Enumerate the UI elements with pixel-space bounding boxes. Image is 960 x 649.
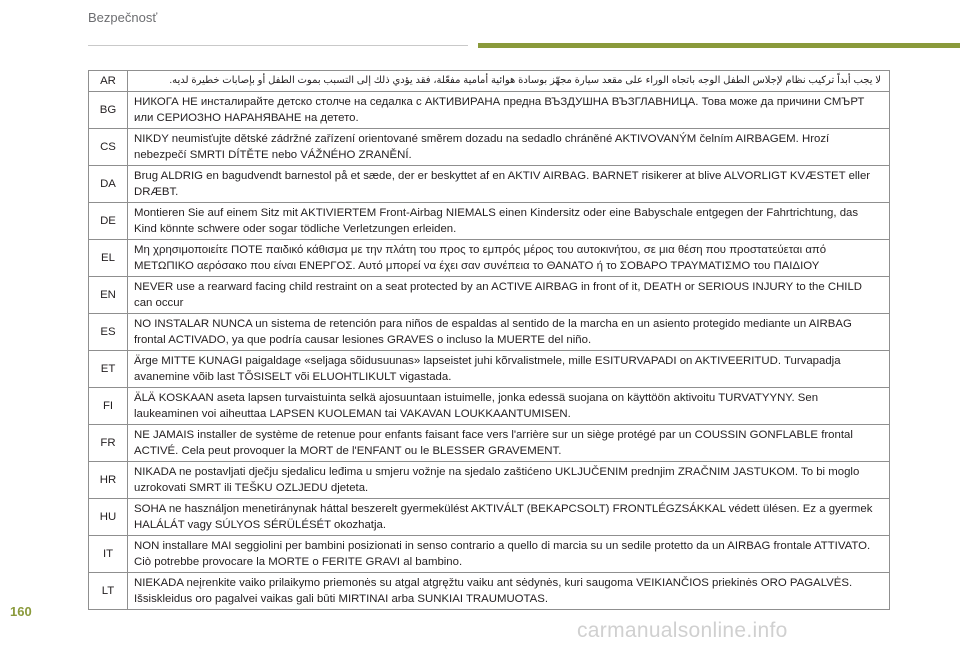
section-title: Bezpečnosť [88,10,158,25]
warning-text: ÄLÄ KOSKAAN aseta lapsen turvaistuinta selkä ajosuuntaan istuimelle, jonka edessä suojana on käyttöön aktivoitu TURVATYYNY. Sen laukeaminen voi aiheuttaa LAPSEN KUOLEMAN tai VAKAVAN LOUKKAANTUMISEN. [128,388,890,425]
warning-text: Μη χρησιμοποιείτε ΠΟΤΕ παιδικό κάθισμα με την πλάτη του προς το εμπρός μέρος του αυτοκινήτου, σε μια θέση που προστατεύεται από ΜΕΤΩΠΙΚΟ αερόσακο που είναι ΕΝΕΡΓΟΣ. Αυτό μπορεί να έχει σαν συνέπεια το ΘΑΝΑΤΟ ή το ΣΟΒΑΡΟ ΤΡΑΥΜΑΤΙΣΜΟ του ΠΑΙΔΙΟΥ [128,240,890,277]
language-code: DE [89,203,128,240]
table-row [89,388,890,425]
warning-text: لا يجب أبداً تركيب نظام لإجلاس الطفل الوجه باتجاه الوراء على مقعد سيارة مجهّز بوسادة هوائية أمامية مفعّلة، فقد يؤدي ذلك إلى التسبب بموت الطفل أو بإصابات خطيرة لديه. [128,71,890,92]
language-code: AR [89,71,128,92]
page-number: 160 [10,604,32,619]
table-row [89,129,890,166]
warning-text: НИКОГА НЕ инсталирайте детско столче на седалка с АКТИВИРАНА предна ВЪЗДУШНА ВЪЗГЛАВНИЦА. Това може да причини СМЪРТ или СЕРИОЗНО НАРАНЯВАНЕ на детето. [128,92,890,129]
table-row [89,203,890,240]
table-row [89,92,890,129]
table-row [89,166,890,203]
warning-text: NIEKADA neįrenkite vaiko prilaikymo priemonės su atgal atgręžtu vaiku ant sėdynės, kuri saugoma VEIKIANČIOS priekinės ORO PAGALVĖS. Išsiskleidus oro pagalvei vaikas gali būti MIRTINAI arba SUNKIAI TRAUMUOTAS. [128,573,890,610]
warning-text: NIKDY neumisťujte dětské zádržné zařízení orientované směrem dozadu na sedadlo chráněné AKTIVOVANÝM čelním AIRBAGEM. Hrozí nebezpečí SMRTI DÍTĚTE nebo VÁŽNÉHO ZRANĚNÍ. [128,129,890,166]
table-row [89,573,890,610]
warning-text: NIKADA ne postavljati dječju sjedalicu leđima u smjeru vožnje na sjedalo zaštićeno UKLJUČENIM prednjim ZRAČNIM JASTUKOM. To bi moglo uzrokovati SMRT ili TEŠKU OZLJEDU djeteta. [128,462,890,499]
table-row [89,499,890,536]
language-code: EL [89,240,128,277]
table-row [89,240,890,277]
table-row [89,277,890,314]
language-code: ES [89,314,128,351]
header-accent-bar [478,43,960,48]
warning-text: NEVER use a rearward facing child restraint on a seat protected by an ACTIVE AIRBAG in front of it, DEATH or SERIOUS INJURY to the CHILD can occur [128,277,890,314]
warning-text: NON installare MAI seggiolini per bambini posizionati in senso contrario a quello di marcia su un sedile protetto da un AIRBAG frontale ATTIVATO. Ciò potrebbe provocare la MORTE o FERITE GRAVI al bambino. [128,536,890,573]
warning-text: SOHA ne használjon menetiránynak háttal beszerelt gyermekülést AKTIVÁLT (BEKAPCSOLT) FRONTLÉGZSÁKKAL védett ülésen. Ez a gyermek HALÁLÁT vagy SÚLYOS SÉRÜLÉSÉT okozhatja. [128,499,890,536]
language-code: IT [89,536,128,573]
table-row [89,425,890,462]
warning-text: Montieren Sie auf einem Sitz mit AKTIVIERTEM Front-Airbag NIEMALS einen Kindersitz oder eine Babyschale entgegen der Fahrtrichtung, das Kind könnte schwere oder sogar tödliche Verletzungen erleiden. [128,203,890,240]
table-row [89,462,890,499]
language-code: HU [89,499,128,536]
language-code: BG [89,92,128,129]
header-divider [88,45,468,46]
watermark: carmanualsonline.info [577,619,788,642]
language-code: ET [89,351,128,388]
language-code: FI [89,388,128,425]
table-row [89,536,890,573]
language-code: CS [89,129,128,166]
table-row [89,71,890,92]
warning-text: Brug ALDRIG en bagudvendt barnestol på et sæde, der er beskyttet af en AKTIV AIRBAG. BARNET risikerer at blive ALVORLIGT KVÆSTET eller DRÆBT. [128,166,890,203]
language-code: HR [89,462,128,499]
language-code: FR [89,425,128,462]
language-code: LT [89,573,128,610]
warning-text: NO INSTALAR NUNCA un sistema de retención para niños de espaldas al sentido de la marcha en un asiento protegido mediante un AIRBAG frontal ACTIVADO, ya que podría causar lesiones GRAVES o incluso la MUERTE del niño. [128,314,890,351]
language-code: EN [89,277,128,314]
language-code: DA [89,166,128,203]
warning-text: NE JAMAIS installer de système de retenue pour enfants faisant face vers l'arrière sur un siège protégé par un COUSSIN GONFLABLE frontal ACTIVÉ. Cela peut provoquer la MORT de l'ENFANT ou le BLESSER GRAVEMENT. [128,425,890,462]
table-row [89,351,890,388]
table-row [89,314,890,351]
airbag-warning-table [88,70,890,610]
warning-text: Ärge MITTE KUNAGI paigaldage «seljaga sõidusuunas» lapseistet juhi kõrvalistmele, mille ESITURVAPADI on AKTIVEERITUD. Turvapadja avanemine võib last TÕSISELT või ELUOHTLIKULT vigastada. [128,351,890,388]
